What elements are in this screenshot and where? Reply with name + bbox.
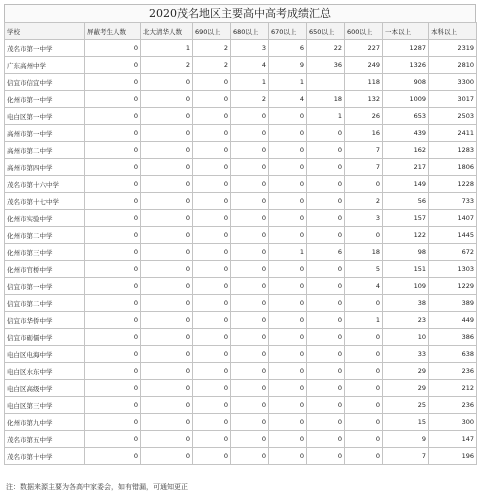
above-680-cell: 0	[231, 363, 269, 380]
above-650-cell: 0	[307, 346, 345, 363]
tier-one-count-cell: 151	[383, 261, 429, 278]
above-680-cell: 0	[231, 346, 269, 363]
school-name-cell: 高州市第一中学	[5, 125, 85, 142]
above-690-cell: 0	[193, 244, 231, 261]
above-670-cell: 0	[269, 363, 307, 380]
header-above-680: 680以上	[231, 23, 269, 40]
undergrad-count-cell: 300	[429, 414, 477, 431]
school-name-cell: 茂名市第十六中学	[5, 176, 85, 193]
school-name-cell: 信宜市信宜中学	[5, 74, 85, 91]
pku-tsinghua-count-cell: 0	[141, 193, 193, 210]
table-row	[5, 397, 477, 414]
above-690-cell: 2	[193, 40, 231, 57]
above-690-cell: 0	[193, 193, 231, 210]
above-600-cell: 0	[345, 363, 383, 380]
above-650-cell: 36	[307, 57, 345, 74]
header-tier-one: 一本以上	[383, 23, 429, 40]
tier-one-count-cell: 162	[383, 142, 429, 159]
table-row	[5, 176, 477, 193]
table-row	[5, 210, 477, 227]
pku-tsinghua-count-cell: 0	[141, 431, 193, 448]
undergrad-count-cell: 1229	[429, 278, 477, 295]
shielded-count-cell: 0	[85, 210, 141, 227]
above-650-cell: 0	[307, 125, 345, 142]
above-690-cell: 0	[193, 448, 231, 465]
above-690-cell: 0	[193, 159, 231, 176]
above-690-cell: 0	[193, 329, 231, 346]
pku-tsinghua-count-cell: 1	[141, 40, 193, 57]
pku-tsinghua-count-cell: 0	[141, 414, 193, 431]
above-600-cell: 16	[345, 125, 383, 142]
above-650-cell: 0	[307, 329, 345, 346]
pku-tsinghua-count-cell: 0	[141, 108, 193, 125]
above-670-cell: 0	[269, 414, 307, 431]
above-650-cell: 0	[307, 278, 345, 295]
above-680-cell: 0	[231, 125, 269, 142]
above-670-cell: 0	[269, 261, 307, 278]
above-600-cell: 7	[345, 142, 383, 159]
above-650-cell: 0	[307, 261, 345, 278]
shielded-count-cell: 0	[85, 448, 141, 465]
pku-tsinghua-count-cell: 0	[141, 312, 193, 329]
undergrad-count-cell: 3017	[429, 91, 477, 108]
above-600-cell: 26	[345, 108, 383, 125]
school-name-cell: 化州市第二中学	[5, 227, 85, 244]
tier-one-count-cell: 1287	[383, 40, 429, 57]
above-670-cell: 0	[269, 329, 307, 346]
shielded-count-cell: 0	[85, 278, 141, 295]
table-row	[5, 125, 477, 142]
tier-one-count-cell: 29	[383, 380, 429, 397]
above-650-cell: 22	[307, 40, 345, 57]
undergrad-count-cell: 2810	[429, 57, 477, 74]
above-600-cell: 227	[345, 40, 383, 57]
above-680-cell: 1	[231, 74, 269, 91]
above-650-cell: 0	[307, 176, 345, 193]
school-name-cell: 电白区第一中学	[5, 108, 85, 125]
above-680-cell: 0	[231, 244, 269, 261]
above-670-cell: 1	[269, 244, 307, 261]
above-670-cell: 0	[269, 142, 307, 159]
tier-one-count-cell: 149	[383, 176, 429, 193]
shielded-count-cell: 0	[85, 346, 141, 363]
above-650-cell: 0	[307, 414, 345, 431]
school-name-cell: 化州市官桥中学	[5, 261, 85, 278]
table-row	[5, 380, 477, 397]
tier-one-count-cell: 9	[383, 431, 429, 448]
above-680-cell: 0	[231, 295, 269, 312]
above-670-cell: 4	[269, 91, 307, 108]
shielded-count-cell: 0	[85, 261, 141, 278]
above-600-cell: 4	[345, 278, 383, 295]
shielded-count-cell: 0	[85, 329, 141, 346]
undergrad-count-cell: 212	[429, 380, 477, 397]
above-670-cell: 0	[269, 448, 307, 465]
table-row	[5, 346, 477, 363]
school-name-cell: 化州市第一中学	[5, 91, 85, 108]
school-name-cell: 高州市第二中学	[5, 142, 85, 159]
table-row	[5, 363, 477, 380]
above-680-cell: 0	[231, 329, 269, 346]
above-680-cell: 0	[231, 210, 269, 227]
above-690-cell: 0	[193, 380, 231, 397]
tier-one-count-cell: 33	[383, 346, 429, 363]
table-row	[5, 40, 477, 57]
above-600-cell: 0	[345, 448, 383, 465]
above-670-cell: 0	[269, 125, 307, 142]
school-name-cell: 茂名市第五中学	[5, 431, 85, 448]
above-690-cell: 0	[193, 346, 231, 363]
above-690-cell: 0	[193, 91, 231, 108]
undergrad-count-cell: 236	[429, 397, 477, 414]
pku-tsinghua-count-cell: 0	[141, 448, 193, 465]
pku-tsinghua-count-cell: 0	[141, 346, 193, 363]
shielded-count-cell: 0	[85, 142, 141, 159]
above-670-cell: 0	[269, 312, 307, 329]
above-650-cell: 0	[307, 210, 345, 227]
above-670-cell: 0	[269, 380, 307, 397]
tier-one-count-cell: 653	[383, 108, 429, 125]
above-650-cell: 0	[307, 448, 345, 465]
pku-tsinghua-count-cell: 0	[141, 91, 193, 108]
above-600-cell: 0	[345, 176, 383, 193]
pku-tsinghua-count-cell: 0	[141, 278, 193, 295]
shielded-count-cell: 0	[85, 244, 141, 261]
above-690-cell: 0	[193, 431, 231, 448]
shielded-count-cell: 0	[85, 397, 141, 414]
tier-one-count-cell: 10	[383, 329, 429, 346]
above-680-cell: 0	[231, 261, 269, 278]
school-name-cell: 广东高州中学	[5, 57, 85, 74]
above-680-cell: 0	[231, 108, 269, 125]
undergrad-count-cell: 672	[429, 244, 477, 261]
undergrad-count-cell: 196	[429, 448, 477, 465]
above-600-cell: 0	[345, 431, 383, 448]
pku-tsinghua-count-cell: 0	[141, 363, 193, 380]
undergrad-count-cell: 1283	[429, 142, 477, 159]
undergrad-count-cell: 2503	[429, 108, 477, 125]
above-600-cell: 0	[345, 329, 383, 346]
above-680-cell: 0	[231, 431, 269, 448]
above-600-cell: 18	[345, 244, 383, 261]
undergrad-count-cell: 2411	[429, 125, 477, 142]
shielded-count-cell: 0	[85, 227, 141, 244]
above-690-cell: 2	[193, 57, 231, 74]
tier-one-count-cell: 56	[383, 193, 429, 210]
undergrad-count-cell: 147	[429, 431, 477, 448]
table-row	[5, 91, 477, 108]
shielded-count-cell: 0	[85, 414, 141, 431]
above-680-cell: 0	[231, 312, 269, 329]
pku-tsinghua-count-cell: 2	[141, 57, 193, 74]
shielded-count-cell: 0	[85, 380, 141, 397]
school-name-cell: 信宜市第二中学	[5, 295, 85, 312]
above-600-cell: 0	[345, 397, 383, 414]
shielded-count-cell: 0	[85, 91, 141, 108]
above-650-cell: 0	[307, 295, 345, 312]
table-row	[5, 142, 477, 159]
above-600-cell: 7	[345, 159, 383, 176]
header-school: 学校	[5, 23, 85, 40]
shielded-count-cell: 0	[85, 74, 141, 91]
school-name-cell: 电白区第三中学	[5, 397, 85, 414]
above-670-cell: 0	[269, 159, 307, 176]
above-680-cell: 0	[231, 278, 269, 295]
shielded-count-cell: 0	[85, 159, 141, 176]
tier-one-count-cell: 29	[383, 363, 429, 380]
above-650-cell	[307, 74, 345, 91]
school-name-cell: 信宜市砺儒中学	[5, 329, 85, 346]
undergrad-count-cell: 1228	[429, 176, 477, 193]
school-name-cell: 化州市第三中学	[5, 244, 85, 261]
table-row	[5, 448, 477, 465]
tier-one-count-cell: 1326	[383, 57, 429, 74]
above-670-cell: 1	[269, 74, 307, 91]
pku-tsinghua-count-cell: 0	[141, 329, 193, 346]
pku-tsinghua-count-cell: 0	[141, 295, 193, 312]
above-600-cell: 3	[345, 210, 383, 227]
above-680-cell: 0	[231, 159, 269, 176]
header-undergrad: 本科以上	[429, 23, 477, 40]
above-690-cell: 0	[193, 261, 231, 278]
school-name-cell: 高州市第四中学	[5, 159, 85, 176]
tier-one-count-cell: 7	[383, 448, 429, 465]
pku-tsinghua-count-cell: 0	[141, 380, 193, 397]
above-680-cell: 4	[231, 57, 269, 74]
above-650-cell: 0	[307, 142, 345, 159]
school-name-cell: 信宜市第一中学	[5, 278, 85, 295]
school-name-cell: 茂名市第十七中学	[5, 193, 85, 210]
above-650-cell: 6	[307, 244, 345, 261]
tier-one-count-cell: 25	[383, 397, 429, 414]
above-600-cell: 0	[345, 227, 383, 244]
undergrad-count-cell: 389	[429, 295, 477, 312]
above-680-cell: 0	[231, 193, 269, 210]
table-row	[5, 295, 477, 312]
above-650-cell: 0	[307, 431, 345, 448]
shielded-count-cell: 0	[85, 57, 141, 74]
table-body	[5, 40, 477, 465]
above-690-cell: 0	[193, 108, 231, 125]
tier-one-count-cell: 122	[383, 227, 429, 244]
table-row	[5, 244, 477, 261]
school-name-cell: 茂名市第十中学	[5, 448, 85, 465]
undergrad-count-cell: 3300	[429, 74, 477, 91]
header-above-600: 600以上	[345, 23, 383, 40]
above-600-cell: 1	[345, 312, 383, 329]
undergrad-count-cell: 449	[429, 312, 477, 329]
table-row	[5, 159, 477, 176]
pku-tsinghua-count-cell: 0	[141, 176, 193, 193]
header-above-650: 650以上	[307, 23, 345, 40]
above-680-cell: 2	[231, 91, 269, 108]
tier-one-count-cell: 15	[383, 414, 429, 431]
above-600-cell: 0	[345, 380, 383, 397]
table-row	[5, 278, 477, 295]
undergrad-count-cell: 638	[429, 346, 477, 363]
school-name-cell: 化州市第九中学	[5, 414, 85, 431]
table-row	[5, 414, 477, 431]
pku-tsinghua-count-cell: 0	[141, 397, 193, 414]
pku-tsinghua-count-cell: 0	[141, 159, 193, 176]
above-680-cell: 0	[231, 414, 269, 431]
above-670-cell: 0	[269, 193, 307, 210]
above-600-cell: 118	[345, 74, 383, 91]
shielded-count-cell: 0	[85, 40, 141, 57]
above-690-cell: 0	[193, 278, 231, 295]
above-690-cell: 0	[193, 397, 231, 414]
table-row	[5, 193, 477, 210]
above-650-cell: 0	[307, 380, 345, 397]
above-650-cell: 0	[307, 159, 345, 176]
above-690-cell: 0	[193, 363, 231, 380]
above-680-cell: 0	[231, 397, 269, 414]
above-690-cell: 0	[193, 74, 231, 91]
above-650-cell: 0	[307, 363, 345, 380]
table-row	[5, 227, 477, 244]
above-650-cell: 0	[307, 193, 345, 210]
table-row	[5, 329, 477, 346]
tier-one-count-cell: 157	[383, 210, 429, 227]
tier-one-count-cell: 908	[383, 74, 429, 91]
above-680-cell: 0	[231, 176, 269, 193]
sheet-title: 2020茂名地区主要高中高考成绩汇总	[4, 4, 476, 22]
above-650-cell: 0	[307, 312, 345, 329]
above-600-cell: 132	[345, 91, 383, 108]
header-above-670: 670以上	[269, 23, 307, 40]
tier-one-count-cell: 1009	[383, 91, 429, 108]
pku-tsinghua-count-cell: 0	[141, 142, 193, 159]
above-680-cell: 0	[231, 380, 269, 397]
above-600-cell: 0	[345, 346, 383, 363]
header-pku-tsinghua-count: 北大清华人数	[141, 23, 193, 40]
pku-tsinghua-count-cell: 0	[141, 210, 193, 227]
undergrad-count-cell: 733	[429, 193, 477, 210]
above-670-cell: 6	[269, 40, 307, 57]
above-680-cell: 0	[231, 448, 269, 465]
tier-one-count-cell: 109	[383, 278, 429, 295]
undergrad-count-cell: 1445	[429, 227, 477, 244]
above-650-cell: 18	[307, 91, 345, 108]
shielded-count-cell: 0	[85, 431, 141, 448]
above-670-cell: 0	[269, 108, 307, 125]
above-680-cell: 0	[231, 227, 269, 244]
above-680-cell: 3	[231, 40, 269, 57]
above-670-cell: 0	[269, 295, 307, 312]
score-table	[4, 22, 477, 465]
above-680-cell: 0	[231, 142, 269, 159]
shielded-count-cell: 0	[85, 363, 141, 380]
above-670-cell: 0	[269, 431, 307, 448]
school-name-cell: 电白区水东中学	[5, 363, 85, 380]
above-670-cell: 9	[269, 57, 307, 74]
above-690-cell: 0	[193, 142, 231, 159]
above-600-cell: 0	[345, 414, 383, 431]
school-name-cell: 信宜市华侨中学	[5, 312, 85, 329]
undergrad-count-cell: 1303	[429, 261, 477, 278]
pku-tsinghua-count-cell: 0	[141, 244, 193, 261]
table-row	[5, 108, 477, 125]
tier-one-count-cell: 23	[383, 312, 429, 329]
shielded-count-cell: 0	[85, 295, 141, 312]
pku-tsinghua-count-cell: 0	[141, 227, 193, 244]
undergrad-count-cell: 1407	[429, 210, 477, 227]
school-name-cell: 电白区电海中学	[5, 346, 85, 363]
above-690-cell: 0	[193, 210, 231, 227]
above-650-cell: 0	[307, 397, 345, 414]
undergrad-count-cell: 2319	[429, 40, 477, 57]
above-690-cell: 0	[193, 125, 231, 142]
above-670-cell: 0	[269, 397, 307, 414]
above-690-cell: 0	[193, 227, 231, 244]
pku-tsinghua-count-cell: 0	[141, 261, 193, 278]
above-670-cell: 0	[269, 227, 307, 244]
undergrad-count-cell: 386	[429, 329, 477, 346]
school-name-cell: 电白区高级中学	[5, 380, 85, 397]
header-shielded-count: 屏蔽考生人数	[85, 23, 141, 40]
table-row	[5, 74, 477, 91]
header-above-690: 690以上	[193, 23, 231, 40]
above-690-cell: 0	[193, 414, 231, 431]
above-600-cell: 2	[345, 193, 383, 210]
school-name-cell: 化州市实验中学	[5, 210, 85, 227]
table-row	[5, 431, 477, 448]
above-670-cell: 0	[269, 346, 307, 363]
above-600-cell: 249	[345, 57, 383, 74]
tier-one-count-cell: 98	[383, 244, 429, 261]
table-row	[5, 57, 477, 74]
above-600-cell: 5	[345, 261, 383, 278]
tier-one-count-cell: 439	[383, 125, 429, 142]
shielded-count-cell: 0	[85, 125, 141, 142]
shielded-count-cell: 0	[85, 193, 141, 210]
footnote: 注：数据来源主要为各高中家委会，如有错漏，可通知更正	[6, 483, 188, 491]
above-650-cell: 1	[307, 108, 345, 125]
shielded-count-cell: 0	[85, 176, 141, 193]
header-row	[5, 23, 477, 40]
above-650-cell: 0	[307, 227, 345, 244]
above-670-cell: 0	[269, 176, 307, 193]
above-670-cell: 0	[269, 210, 307, 227]
shielded-count-cell: 0	[85, 108, 141, 125]
above-690-cell: 0	[193, 176, 231, 193]
table-row	[5, 312, 477, 329]
above-600-cell: 0	[345, 295, 383, 312]
above-690-cell: 0	[193, 312, 231, 329]
table-row	[5, 261, 477, 278]
undergrad-count-cell: 236	[429, 363, 477, 380]
tier-one-count-cell: 217	[383, 159, 429, 176]
above-690-cell: 0	[193, 295, 231, 312]
score-sheet	[4, 4, 476, 465]
above-670-cell: 0	[269, 278, 307, 295]
tier-one-count-cell: 38	[383, 295, 429, 312]
pku-tsinghua-count-cell: 0	[141, 125, 193, 142]
undergrad-count-cell: 1806	[429, 159, 477, 176]
shielded-count-cell: 0	[85, 312, 141, 329]
school-name-cell: 茂名市第一中学	[5, 40, 85, 57]
pku-tsinghua-count-cell: 0	[141, 74, 193, 91]
